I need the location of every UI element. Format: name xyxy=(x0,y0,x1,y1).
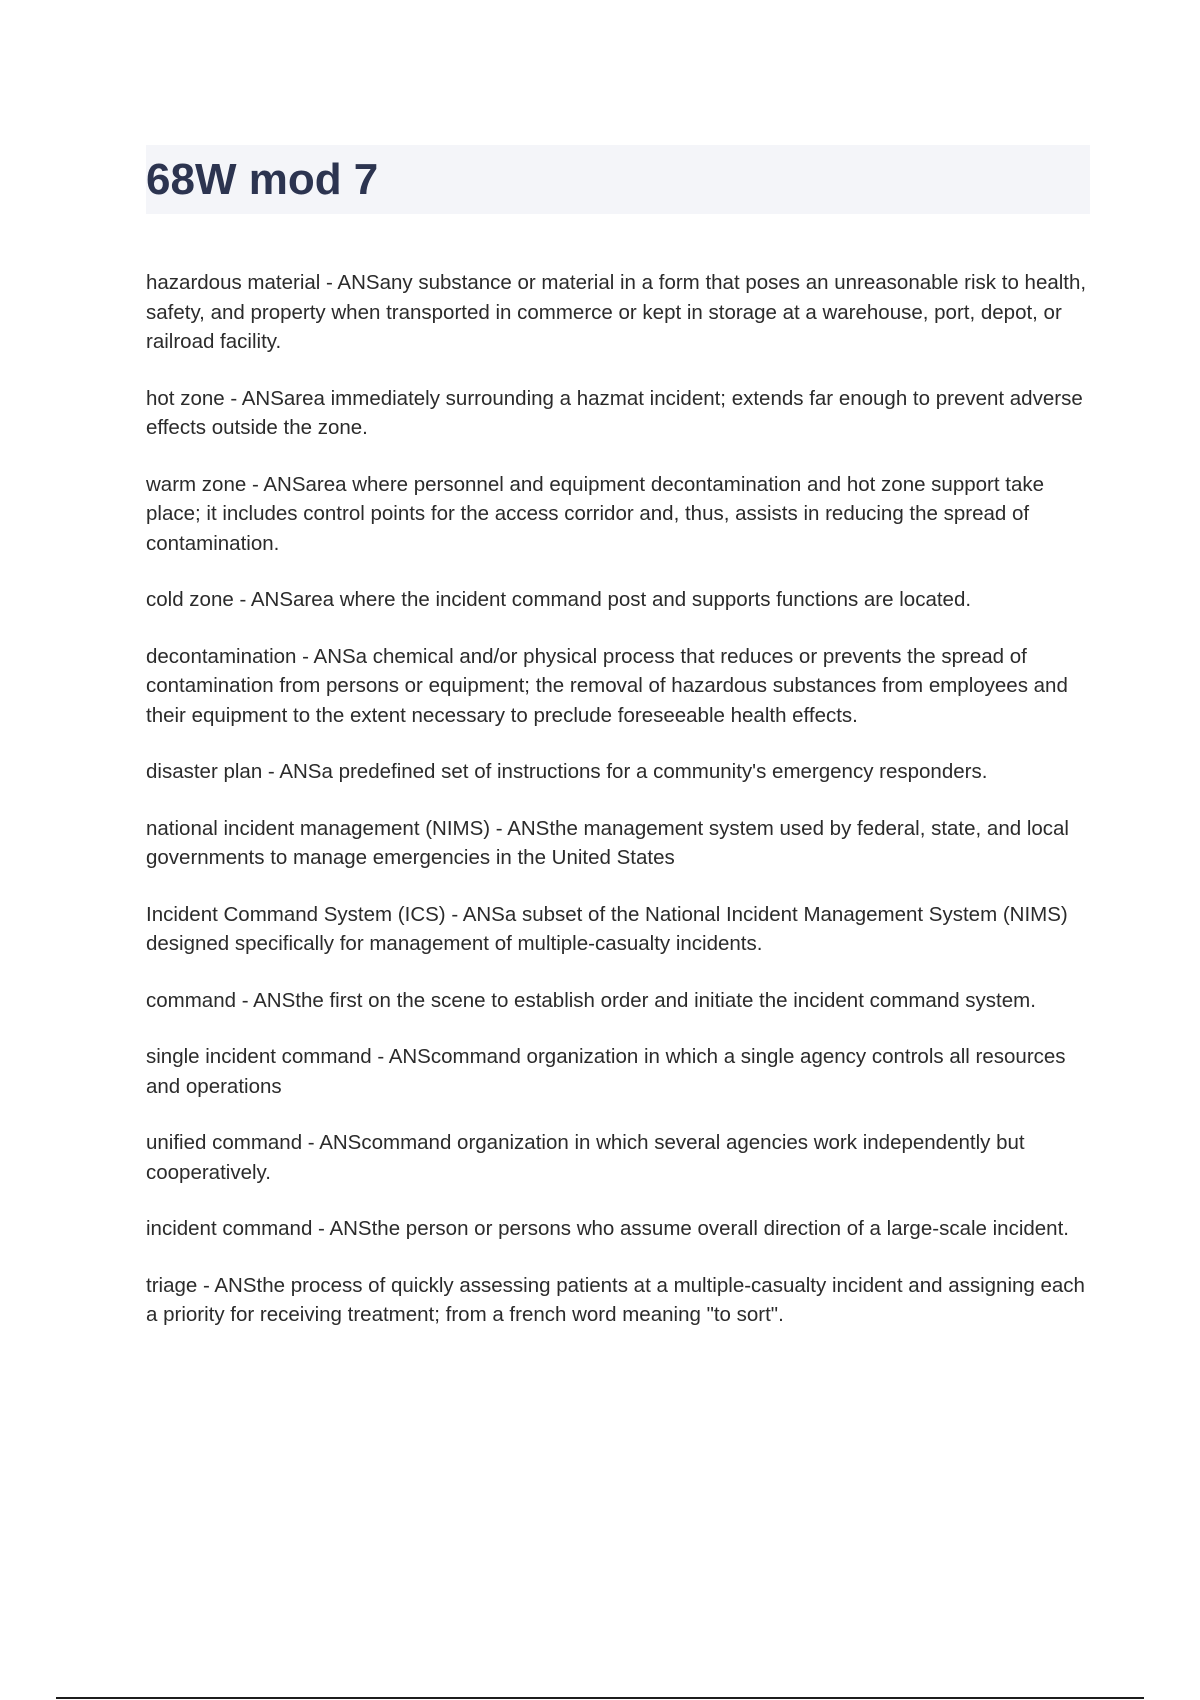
flashcard-entry: Incident Command System (ICS) - ANSa subset of the National Incident Management System (NIMS) designed specifically for management of multiple-casualty incidents. xyxy=(146,902,1068,955)
flashcard-entry: national incident management (NIMS) - ANSthe management system used by federal, state, and local governments to manage emergencies in the United States xyxy=(146,816,1069,869)
flashcard-list xyxy=(146,268,1090,1357)
flashcard-entry: decontamination - ANSa chemical and/or physical process that reduces or prevents the spread of contamination from persons or equipment; the removal of hazardous substances from employees and their equipment to the extent necessary to preclude foreseeable health effects. xyxy=(146,644,1068,727)
flashcard-entry: unified command - ANScommand organization in which several agencies work independently but cooperatively. xyxy=(146,1131,1025,1184)
footer-divider xyxy=(56,1697,1144,1699)
flashcard-entry: triage - ANSthe process of quickly assessing patients at a multiple-casualty incident and assigning each a priority for receiving treatment; from a french word meaning "to sort". xyxy=(146,1273,1085,1326)
flashcard-entry: single incident command - ANScommand organization in which a single agency controls all resources and operations xyxy=(146,1045,1066,1098)
flashcard-entry: cold zone - ANSarea where the incident command post and supports functions are located. xyxy=(146,588,972,611)
page-title: 68W mod 7 xyxy=(146,154,379,204)
flashcard-entry: command - ANSthe first on the scene to establish order and initiate the incident command system. xyxy=(146,988,1036,1012)
title-band xyxy=(146,145,1090,214)
flashcard-entry: hazardous material - ANSany substance or material in a form that poses an unreasonable risk to health, safety, and property when transported in commerce or kept in storage at a warehouse, port, depot, or railroad facility. xyxy=(146,271,1087,353)
flashcard-entry: disaster plan - ANSa predefined set of instructions for a community's emergency responders. xyxy=(146,760,988,783)
flashcard-entry: incident command - ANSthe person or persons who assume overall direction of a large-scale incident. xyxy=(146,1217,1069,1240)
flashcard-entry: hot zone - ANSarea immediately surrounding a hazmat incident; extends far enough to prevent adverse effects outside the zone. xyxy=(146,386,1083,439)
flashcard-entry: warm zone - ANSarea where personnel and equipment decontamination and hot zone support take place; it includes control points for the access corridor and, thus, assists in reducing the spread of contamination. xyxy=(146,472,1045,555)
